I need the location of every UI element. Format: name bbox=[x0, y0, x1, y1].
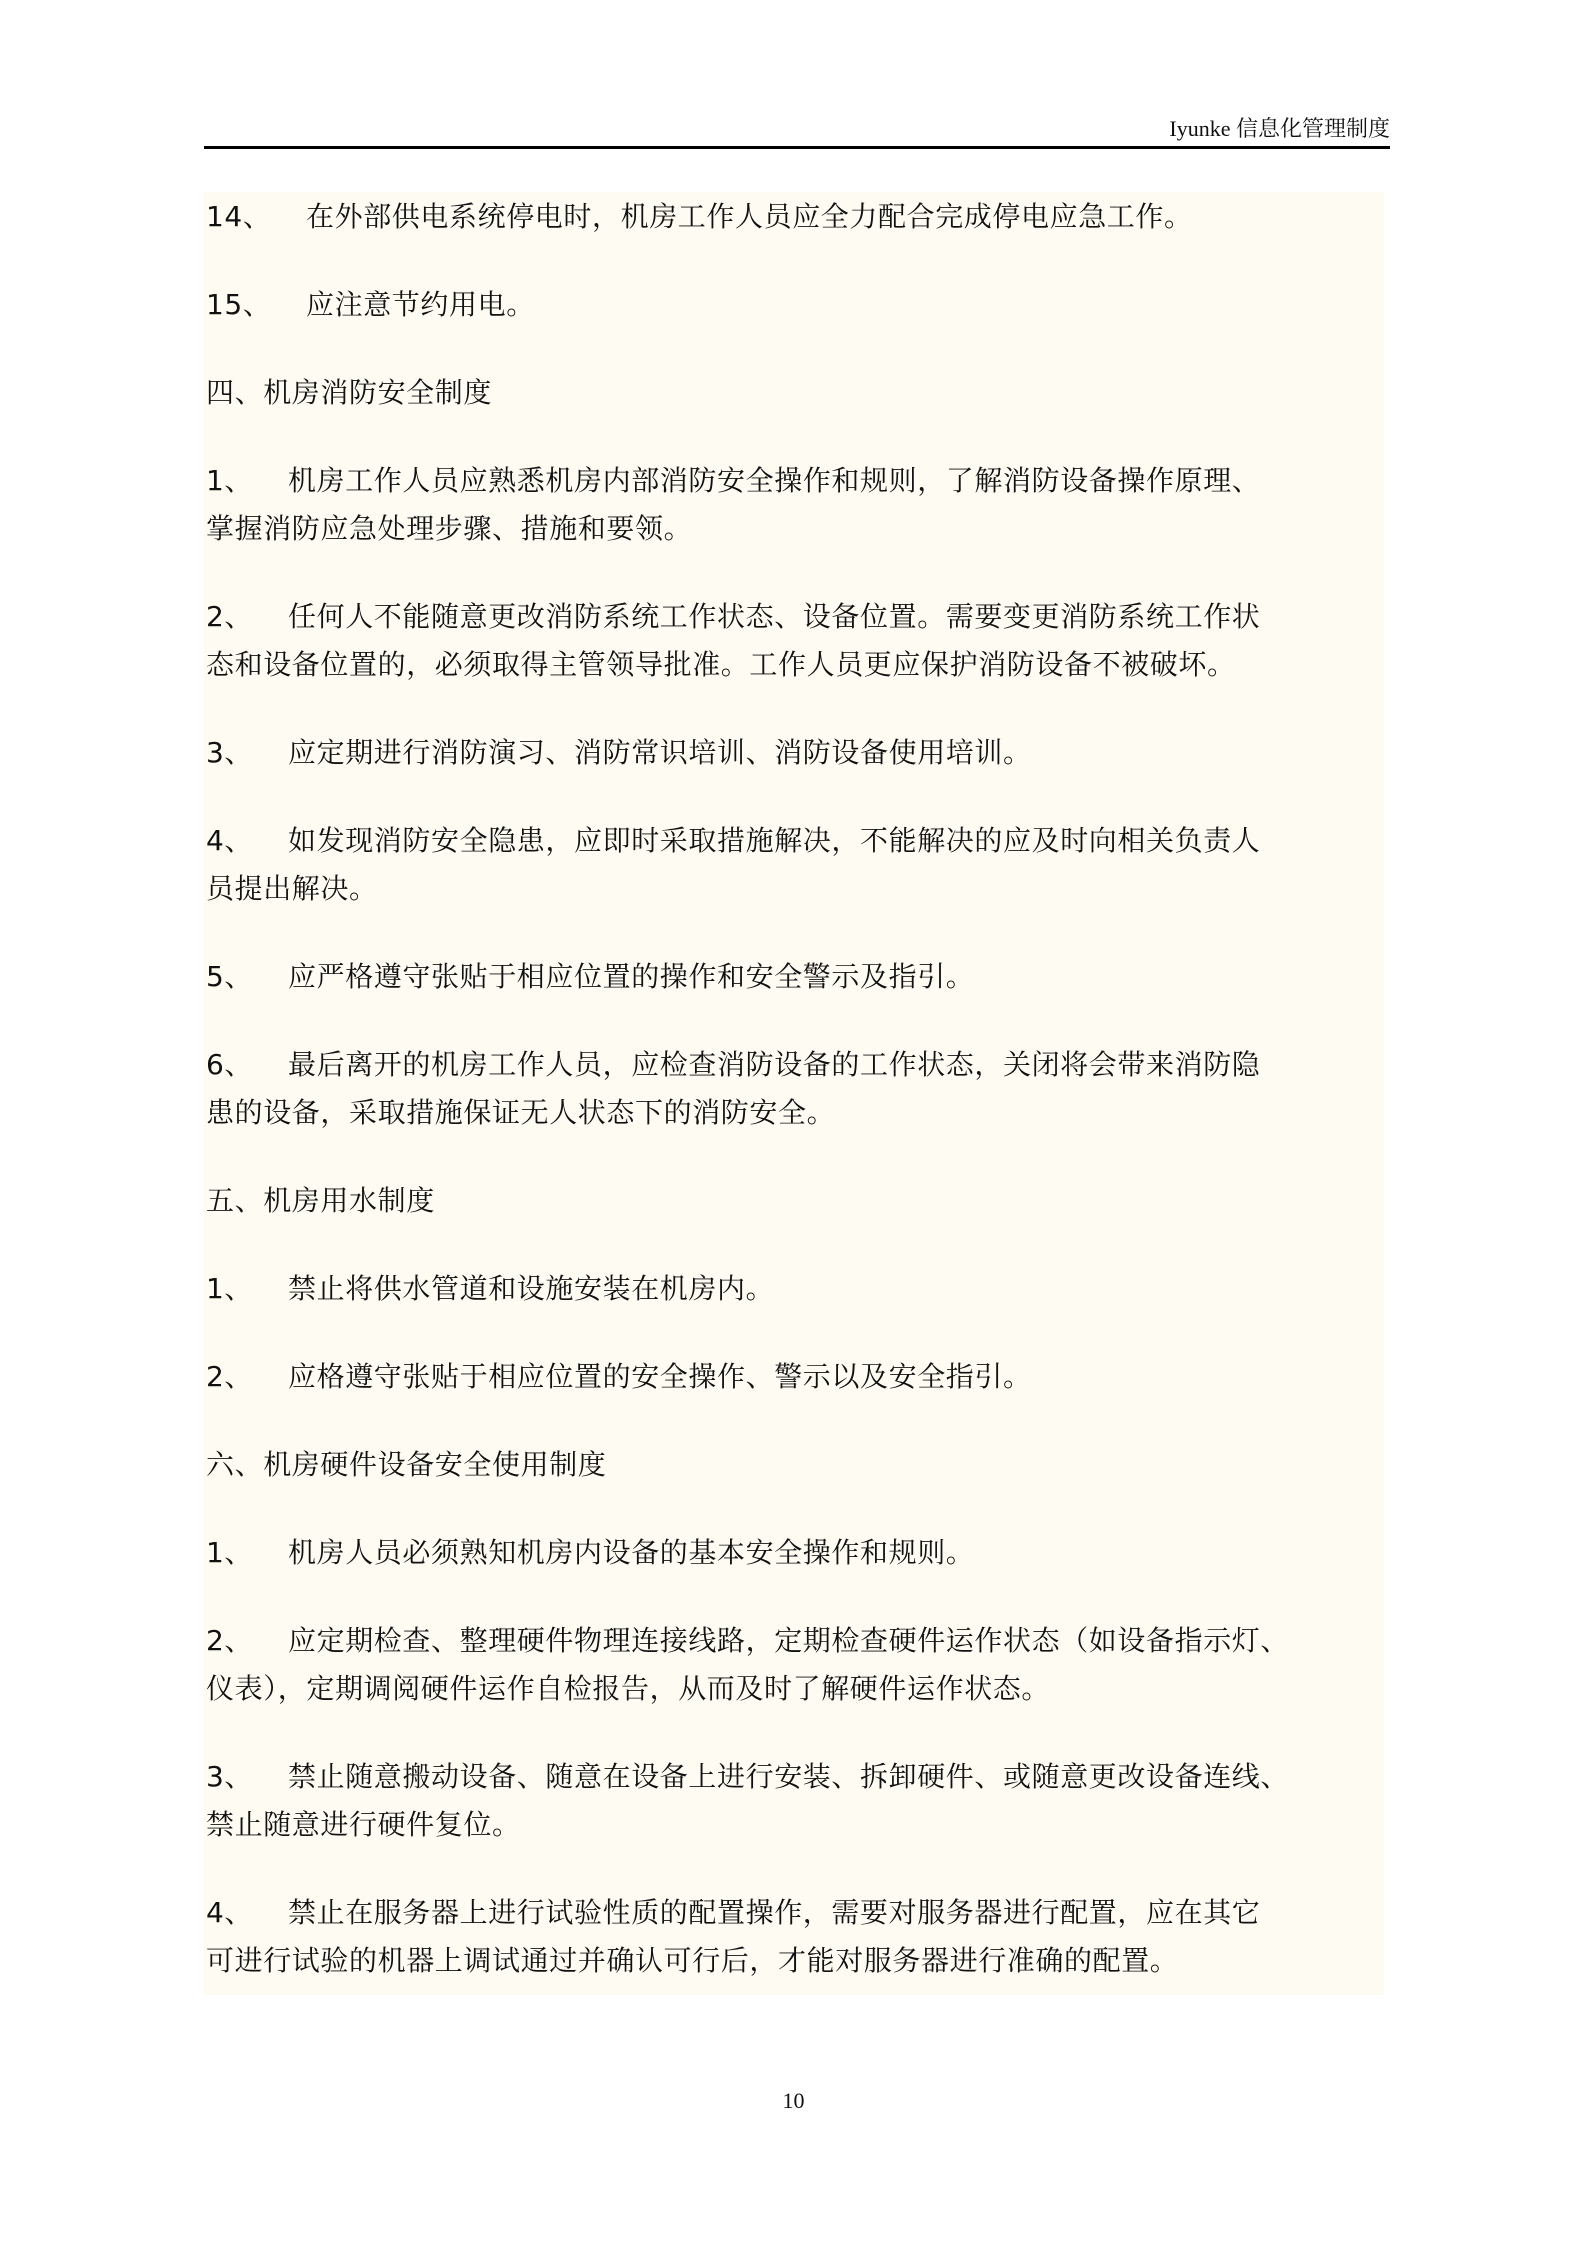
item-text: 应格遵守张贴于相应位置的安全操作、警示以及安全指引。 bbox=[288, 1360, 1032, 1393]
item-number: 2、 bbox=[206, 600, 254, 633]
section-heading: 四、机房消防安全制度 bbox=[206, 376, 493, 409]
list-item bbox=[206, 952, 1386, 1002]
list-item bbox=[206, 1752, 1386, 1802]
item-number: 1、 bbox=[206, 1272, 254, 1305]
item-number: 1、 bbox=[206, 1536, 254, 1569]
section-heading: 六、机房硬件设备安全使用制度 bbox=[206, 1448, 607, 1481]
item-number: 4、 bbox=[206, 1896, 254, 1929]
item-text: 应定期检查、整理硬件物理连接线路，定期检查硬件运作状态（如设备指示灯、 bbox=[288, 1624, 1290, 1657]
item-number: 3、 bbox=[206, 1760, 254, 1793]
item-number: 2、 bbox=[206, 1624, 254, 1657]
list-item bbox=[206, 592, 1386, 642]
header-divider bbox=[204, 146, 1390, 149]
item-text: 应严格遵守张贴于相应位置的操作和安全警示及指引。 bbox=[288, 960, 975, 993]
item-number: 2、 bbox=[206, 1360, 254, 1393]
item-text: 最后离开的机房工作人员，应检查消防设备的工作状态，关闭将会带来消防隐 bbox=[288, 1048, 1261, 1081]
item-text-continuation: 员提出解决。 bbox=[206, 872, 378, 905]
item-text-continuation: 态和设备位置的，必须取得主管领导批准。工作人员更应保护消防设备不被破坏。 bbox=[206, 648, 1236, 681]
item-text: 机房人员必须熟知机房内设备的基本安全操作和规则。 bbox=[288, 1536, 975, 1569]
list-item bbox=[206, 1264, 1386, 1314]
page-number: 10 bbox=[782, 2088, 805, 2113]
item-text-continuation: 可进行试验的机器上调试通过并确认可行后，才能对服务器进行准确的配置。 bbox=[206, 1944, 1179, 1977]
list-item bbox=[206, 1528, 1386, 1578]
section-heading: 五、机房用水制度 bbox=[206, 1184, 435, 1217]
item-number: 3、 bbox=[206, 736, 254, 769]
item-text: 禁止随意搬动设备、随意在设备上进行安装、拆卸硬件、或随意更改设备连线、 bbox=[288, 1760, 1290, 1793]
list-item bbox=[206, 192, 1386, 242]
item-text: 在外部供电系统停电时，机房工作人员应全力配合完成停电应急工作。 bbox=[306, 200, 1193, 233]
item-number: 1、 bbox=[206, 464, 254, 497]
list-item bbox=[206, 280, 1386, 330]
list-item bbox=[206, 1888, 1386, 1938]
item-text: 任何人不能随意更改消防系统工作状态、设备位置。需要变更消防系统工作状 bbox=[288, 600, 1261, 633]
item-text-continuation: 患的设备，采取措施保证无人状态下的消防安全。 bbox=[206, 1096, 836, 1129]
list-item bbox=[206, 1616, 1386, 1666]
item-number: 14、 bbox=[206, 200, 272, 233]
list-item bbox=[206, 456, 1386, 506]
item-text: 如发现消防安全隐患，应即时采取措施解决，不能解决的应及时向相关负责人 bbox=[288, 824, 1261, 857]
list-item bbox=[206, 1040, 1386, 1090]
item-number: 4、 bbox=[206, 824, 254, 857]
item-text-continuation: 掌握消防应急处理步骤、措施和要领。 bbox=[206, 512, 693, 545]
item-text: 禁止将供水管道和设施安装在机房内。 bbox=[288, 1272, 775, 1305]
item-number: 15、 bbox=[206, 288, 272, 321]
item-text: 机房工作人员应熟悉机房内部消防安全操作和规则，了解消防设备操作原理、 bbox=[288, 464, 1261, 497]
item-text-continuation: 仪表），定期调阅硬件运作自检报告，从而及时了解硬件运作状态。 bbox=[206, 1672, 1051, 1705]
item-number: 6、 bbox=[206, 1048, 254, 1081]
item-text-continuation: 禁止随意进行硬件复位。 bbox=[206, 1808, 521, 1841]
item-text: 应注意节约用电。 bbox=[306, 288, 535, 321]
list-item bbox=[206, 728, 1386, 778]
item-text: 应定期进行消防演习、消防常识培训、消防设备使用培训。 bbox=[288, 736, 1032, 769]
item-text: 禁止在服务器上进行试验性质的配置操作，需要对服务器进行配置，应在其它 bbox=[288, 1896, 1261, 1929]
item-number: 5、 bbox=[206, 960, 254, 993]
document-header-title: Iyunke 信息化管理制度 bbox=[1169, 116, 1390, 141]
list-item bbox=[206, 816, 1386, 866]
list-item bbox=[206, 1352, 1386, 1402]
